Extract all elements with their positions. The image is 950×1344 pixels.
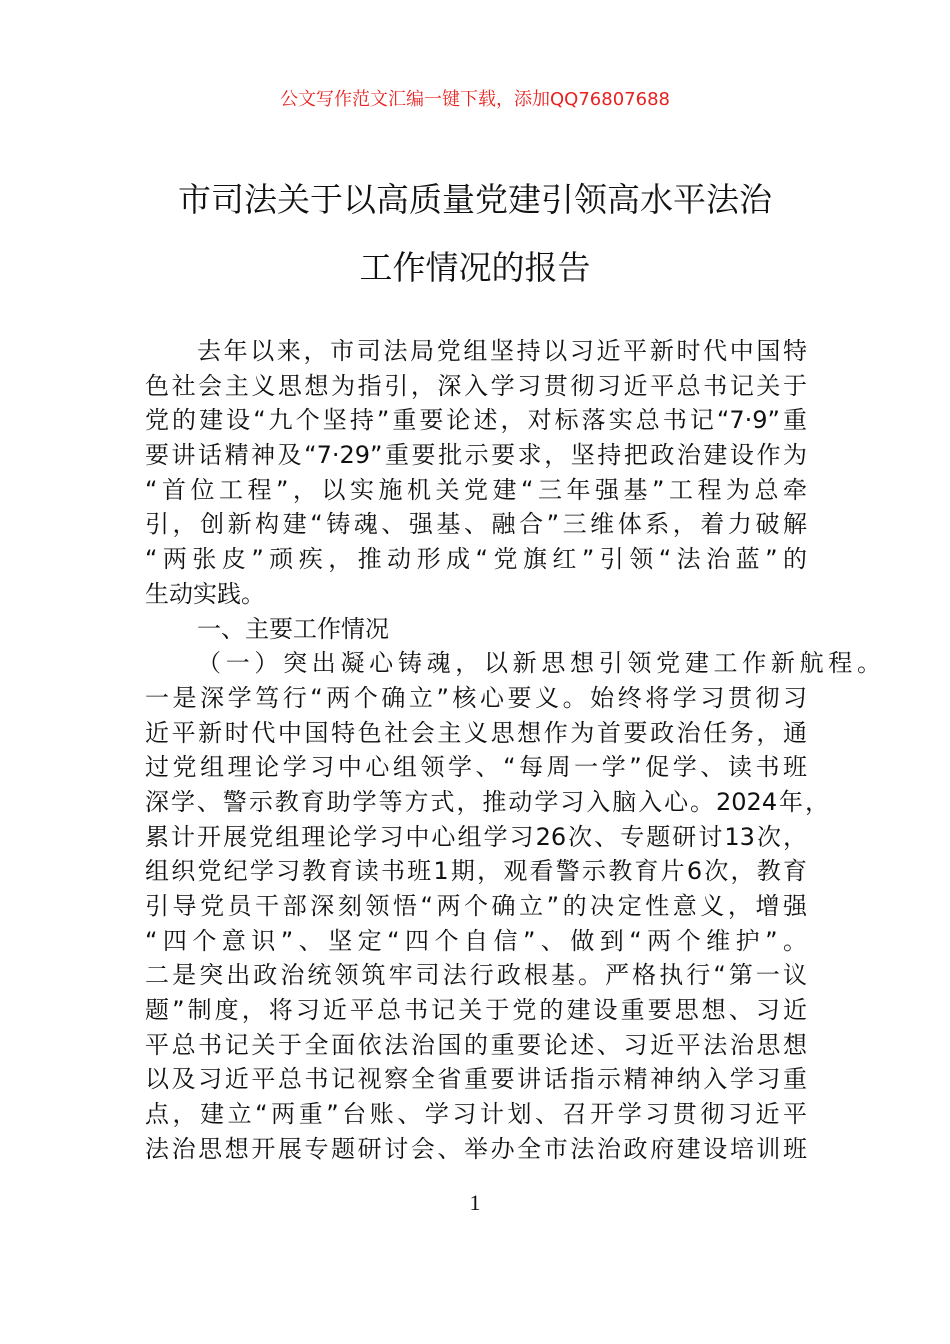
body-line: 组织党纪学习教育读书班1期，观看警示教育片6次，教育 <box>145 857 807 886</box>
document-title-line-2: 工作情况的报告 <box>359 248 591 287</box>
body-line: 引导党员干部深刻领悟“两个确立”的决定性意义，增强 <box>145 892 807 920</box>
section-heading: 一、主要工作情况 <box>197 614 389 643</box>
body-line: 深学、警示教育助学等方式，推动学习入脑入心。2024年， <box>145 787 829 816</box>
download-banner: 公文写作范文汇编一键下载，添加QQ76807688 <box>280 89 670 110</box>
body-line: 过党组理论学习中心组领学、“每周一学”促学、读书班 <box>145 753 807 782</box>
body-line: 引，创新构建“铸魂、强基、融合”三维体系，着力破解 <box>145 510 807 539</box>
body-line: 以及习近平总书记视察全省重要讲话指示精神纳入学习重 <box>145 1065 807 1094</box>
body-line: 党的建设“九个坚持”重要论述，对标落实总书记“7·9”重 <box>145 406 807 435</box>
body-line: 色社会主义思想为指引，深入学习贯彻习近平总书记关于 <box>145 371 807 400</box>
body-line: 累计开展党组理论学习中心组学习26次、专题研讨13次， <box>145 822 807 851</box>
page-number: 1 <box>469 1190 481 1215</box>
document-title-line-1: 市司法关于以高质量党建引领高水平法治 <box>178 180 772 219</box>
body-line: “首位工程”，以实施机关党建“三年强基”工程为总牵 <box>145 475 807 504</box>
subsection-heading: （一）突出凝心铸魂，以新思想引领党建工作新航程。 <box>197 649 881 678</box>
body-line: “四个意识”、坚定“四个自信”、做到“两个维护”。 <box>145 926 807 955</box>
body-line: 生动实践。 <box>145 579 265 608</box>
body-line: 平总书记关于全面依法治国的重要论述、习近平法治思想 <box>145 1030 807 1059</box>
body-line: 法治思想开展专题研讨会、举办全市法治政府建设培训班 <box>145 1134 807 1163</box>
body-line: 要讲话精神及“7·29”重要批示要求，坚持把政治建设作为 <box>145 441 807 470</box>
body-line: 去年以来，市司法局党组坚持以习近平新时代中国特 <box>197 337 807 365</box>
body-line: 一是深学笃行“两个确立”核心要义。始终将学习贯彻习 <box>145 683 807 712</box>
body-line: 近平新时代中国特色社会主义思想作为首要政治任务，通 <box>145 718 807 747</box>
body-line: “两张皮”顽疾，推动形成“党旗红”引领“法治蓝”的 <box>145 545 807 574</box>
body-line: 二是突出政治统领筑牢司法行政根基。严格执行“第一议 <box>145 961 807 990</box>
body-line: 题”制度，将习近平总书记关于党的建设重要思想、习近 <box>145 996 807 1025</box>
body-line: 点，建立“两重”台账、学习计划、召开学习贯彻习近平 <box>145 1100 807 1129</box>
document-body <box>145 334 881 1167</box>
